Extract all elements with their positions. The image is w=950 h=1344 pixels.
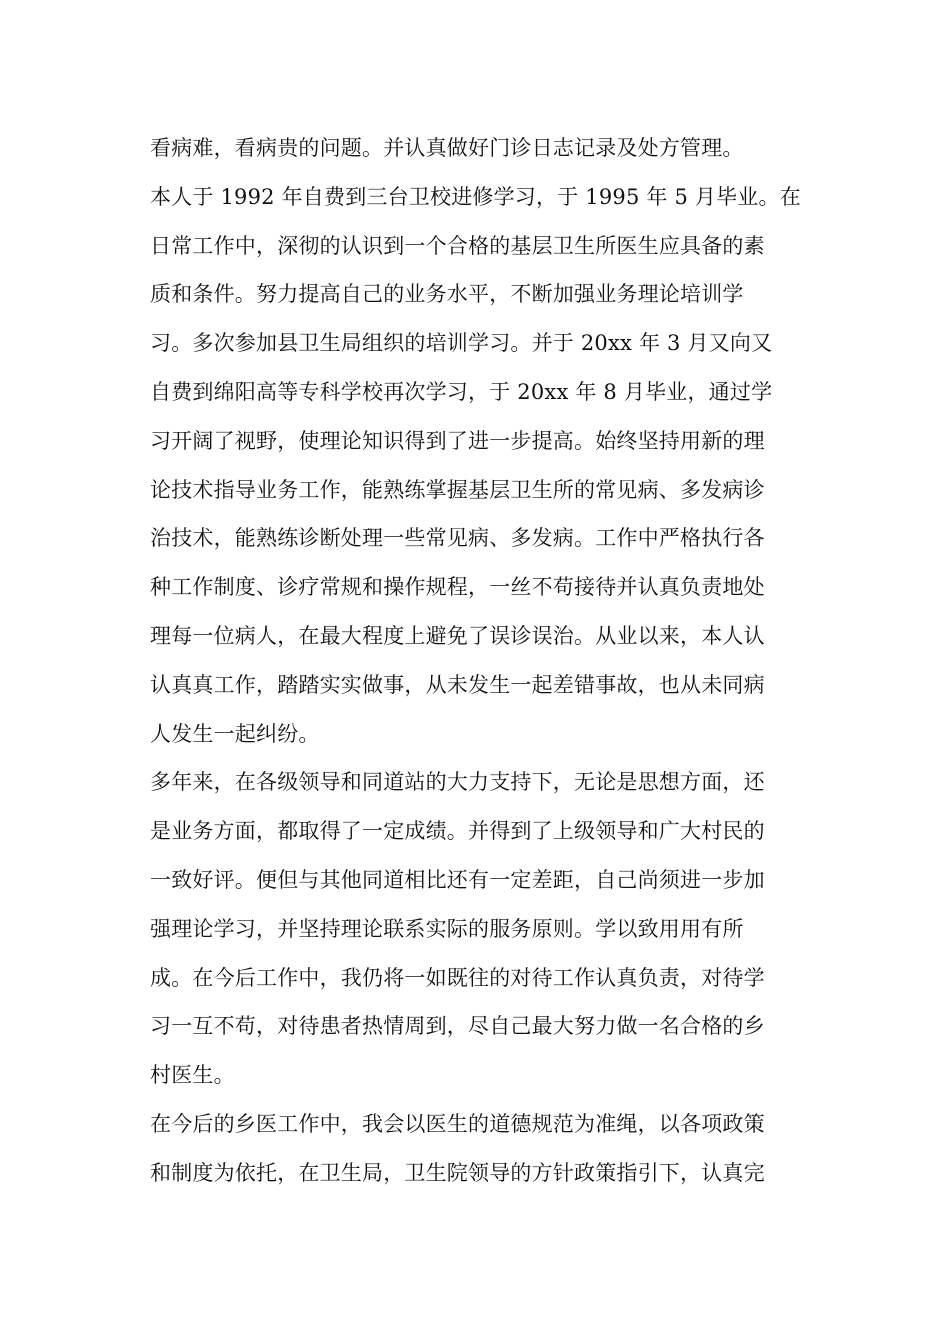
text-line: 日常工作中，深彻的认识到一个合格的基层卫生所医生应具备的素 (150, 233, 765, 258)
text-line: 一致好评。便但与其他同道相比还有一定差距，自己尚须进一步加 (150, 867, 765, 892)
text-line: 习一互不苟，对待患者热情周到，尽自己最大努力做一名合格的乡 (150, 1014, 765, 1039)
text-line: 成。在今后工作中，我仍将一如既往的对待工作认真负责，对待学 (150, 965, 765, 990)
text-line: 习开阔了视野，使理论知识得到了进一步提高。始终坚持用新的理 (150, 428, 765, 453)
text-line: 看病难，看病贵的问题。并认真做好门诊日志记录及处方管理。 (150, 136, 744, 160)
body-text (150, 124, 802, 1198)
text-line: 理每一位病人，在最大程度上避免了误诊误治。从业以来，本人认 (150, 623, 765, 648)
text-line: 种工作制度、诊疗常规和操作规程，一丝不苟接待并认真负责地处 (150, 575, 765, 600)
text-line: 村医生。 (150, 1063, 235, 1088)
text-line: 强理论学习，并坚持理论联系实际的服务原则。学以致用用有所 (150, 916, 744, 941)
text-line: 习。多次参加县卫生局组织的培训学习。并于 20xx 年 3 月又向又 (150, 331, 773, 356)
text-line: 和制度为依托，在卫生局，卫生院领导的方针政策指引下，认真完 (150, 1160, 765, 1185)
text-line: 是业务方面，都取得了一定成绩。并得到了上级领导和广大村民的 (150, 819, 765, 844)
text-line: 本人于 1992 年自费到三台卫校进修学习，于 1995 年 5 月毕业。在 (150, 184, 801, 209)
text-line: 认真真工作，踏踏实实做事，从未发生一起差错事故，也从未同病 (150, 672, 765, 697)
text-line: 在今后的乡医工作中，我会以医生的道德规范为准绳，以各项政策 (150, 1111, 765, 1136)
text-line: 自费到绵阳高等专科学校再次学习，于 20xx 年 8 月毕业，通过学 (150, 379, 773, 404)
text-line: 治技术，能熟练诊断处理一些常见病、多发病。工作中严格执行各 (150, 526, 765, 551)
text-line: 质和条件。努力提高自己的业务水平，不断加强业务理论培训学 (150, 282, 744, 307)
text-line: 多年来，在各级领导和同道站的大力支持下，无论是思想方面，还 (150, 770, 765, 795)
text-line: 人发生一起纠纷。 (150, 721, 320, 746)
text-line: 论技术指导业务工作，能熟练掌握基层卫生所的常见病、多发病诊 (150, 477, 765, 502)
